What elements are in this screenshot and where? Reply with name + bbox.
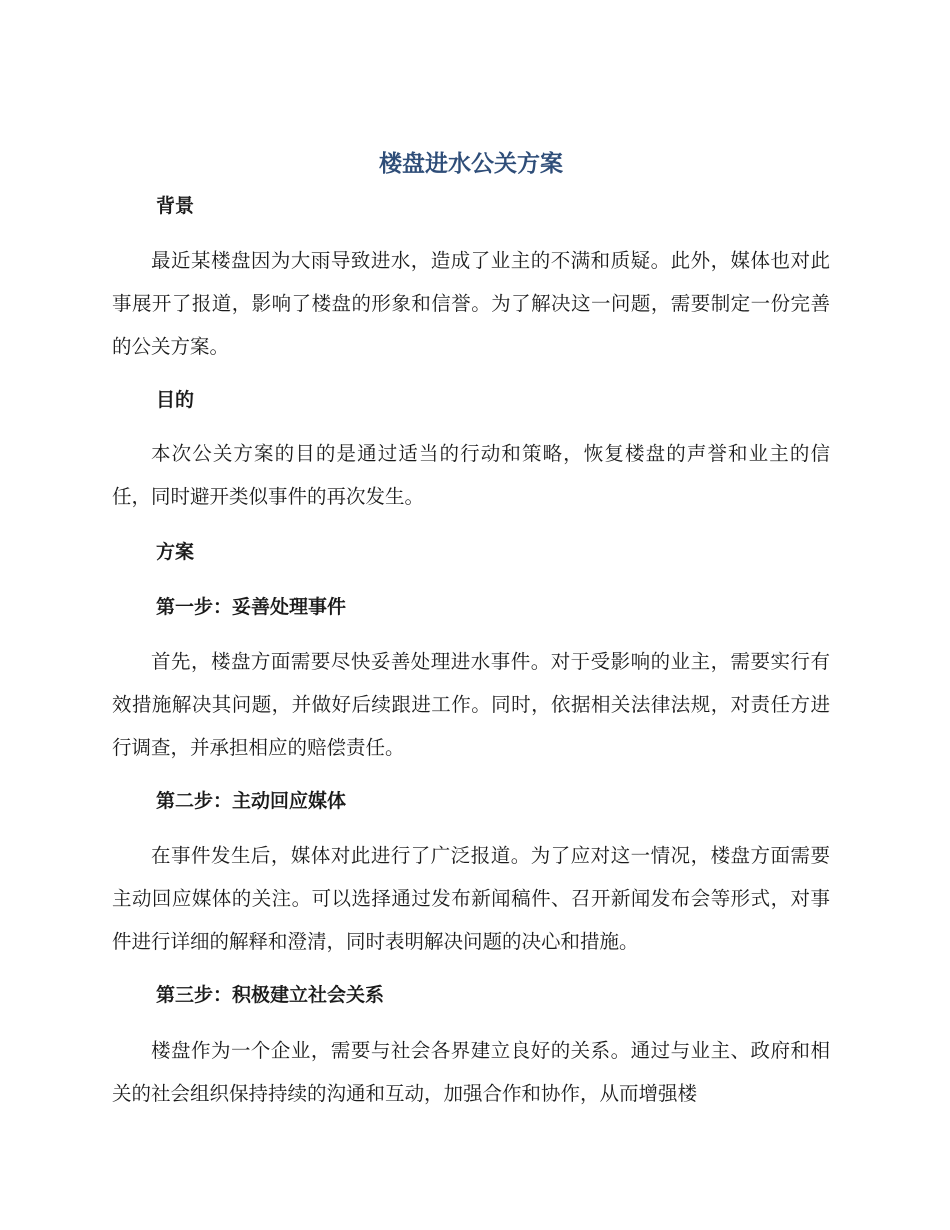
heading-background: 背景 [156,195,195,217]
paragraph-step2: 在事件发生后，媒体对此进行了广泛报道。为了应对这一情况，楼盘方面需要主动回应媒体的关注。可以选择通过发布新闻稿件、召开新闻发布会等形式，对事件进行详细的解释和澄清，同时表明解决问题的决心和措施。 [112,844,830,953]
paragraph-step3: 楼盘作为一个企业，需要与社会各界建立良好的关系。通过与业主、政府和相关的社会组织保持持续的沟通和互动，加强合作和协作，从而增强楼 [112,1039,830,1105]
heading-plan: 方案 [156,541,195,563]
heading-step3: 第三步：积极建立社会关系 [156,984,385,1006]
heading-step2: 第二步：主动回应媒体 [156,790,347,812]
paragraph-step1: 首先，楼盘方面需要尽快妥善处理进水事件。对于受影响的业主，需要实行有效措施解决其问题，并做好后续跟进工作。同时，依据相关法律法规，对责任方进行调查，并承担相应的赔偿责任。 [112,650,830,759]
heading-purpose: 目的 [156,389,195,411]
paragraph-purpose: 本次公关方案的目的是通过适当的行动和策略，恢复楼盘的声誉和业主的信任，同时避开类似事件的再次发生。 [112,442,830,508]
document-title: 楼盘进水公关方案 [379,151,563,177]
paragraph-background: 最近某楼盘因为大雨导致进水，造成了业主的不满和质疑。此外，媒体也对此事展开了报道，影响了楼盘的形象和信誉。为了解决这一问题，需要制定一份完善的公关方案。 [112,249,830,358]
heading-step1: 第一步：妥善处理事件 [156,596,347,618]
